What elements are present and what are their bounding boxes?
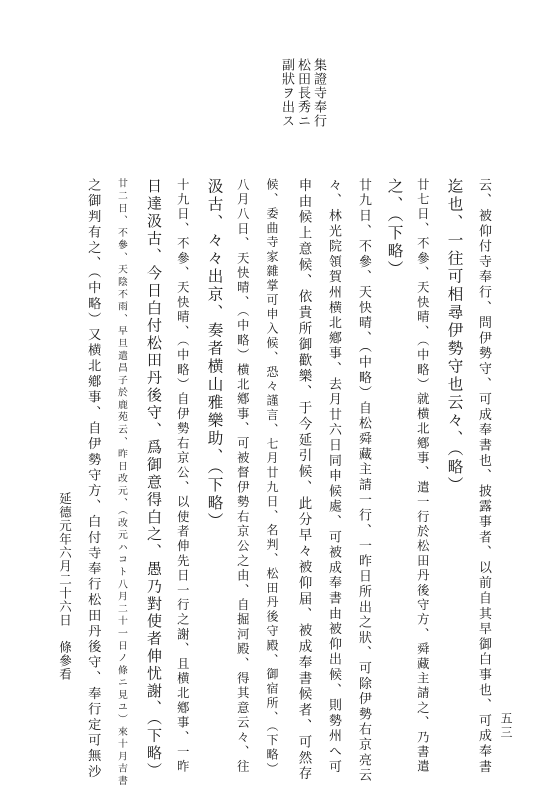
body-line-7: 申由候上意候、依貴所御歡樂、于今延引候、此分早々被仰届、被成奉書候者、可然存 bbox=[295, 178, 312, 783]
body-line-9: 八月八日、天快晴、（中略）横北鄕事、可被督伊勢右京公之由、自掘河殿、得其意云々、往 bbox=[235, 178, 250, 775]
body-line-3: 廿七日、不參、天快晴、（中略）就横北鄕事、遣一行於松田丹後守方、舜藏主請之、乃書遣 bbox=[415, 178, 430, 775]
body-line-1: 云、被仰付寺奉行、問伊勢守、可成奉書也、披露事者、以前自其早御白事也、可成奉書 bbox=[475, 178, 491, 775]
body-line-12: 日達汲古、今日白付松田丹後守、爲御意得白之、愚乃對使者伸忧謝、（下略） bbox=[145, 178, 163, 780]
body-line-2: 迄也、一往可相尋伊勢守也云々、（略） bbox=[445, 178, 464, 495]
body-line-4: 之、（下略） bbox=[385, 178, 404, 279]
body-line-14: 之御判有之、（中略）又横北鄕事、自伊勢守方、白付寺奉行松田丹後守、奉行定可無沙 bbox=[85, 178, 101, 780]
header-line-3: 副狀ヲ出ス bbox=[279, 58, 294, 128]
body-line-5: 廿九日、不參、天快晴、（中略）自松舜藏主請一行、一昨日所出之狀、可除伊勢右京亮云 bbox=[355, 178, 371, 784]
header-line-2: 松田長秀ニ bbox=[295, 58, 310, 128]
page-number: 五三 bbox=[499, 712, 513, 740]
header-line-1: 集證寺奉行 bbox=[311, 58, 326, 128]
body-line-6: 々、林光院領賀州横北鄕事、去月廿六日同申候處、可被成奉書由被仰出候、則勢州へ可 bbox=[325, 178, 341, 775]
dateline: 延德元年六月二十六日 條參看 bbox=[57, 492, 73, 681]
body-line-10: 汲古、々々出京、奏者横山雅樂助、（下略） bbox=[205, 178, 224, 531]
body-line-8: 候、委曲寺家雜掌可申入候、恐々謹言、七月廿九日、名判、松田丹後守殿、御宿所、（下略） bbox=[265, 178, 279, 777]
body-line-11: 十九日、不參、天快晴、（中略）自伊勢右京公、以使者伸先日一行之謝、且横北鄕事、一昨 bbox=[175, 178, 190, 775]
body-line-13: 廿二日、不參、天陰不雨、早旦遣昌子於鹿苑云、昨日改元、（改元ハコト八月二十一日ノ條ニ見ユ）來十月吉書 bbox=[115, 178, 127, 788]
